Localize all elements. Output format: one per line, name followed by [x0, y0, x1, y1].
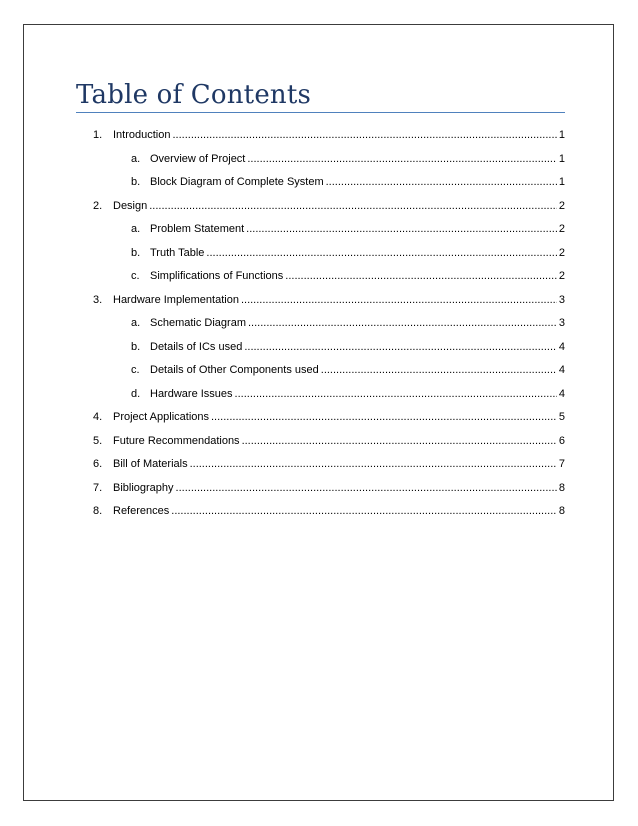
toc-entry-title: Bill of Materials [113, 458, 188, 470]
toc-entry-bill-of-materials[interactable] [93, 457, 565, 471]
toc-entry-page: 1 [558, 176, 565, 188]
toc-entry-page: 5 [558, 411, 565, 423]
toc-entry-number: 7. [93, 481, 103, 494]
toc-entry-project-applications[interactable] [93, 410, 565, 424]
toc-entry-title: Details of Other Components used [150, 364, 319, 376]
toc-entry-hardware-implementation[interactable] [93, 293, 565, 307]
toc-entry-number: 8. [93, 505, 103, 517]
toc-entry-number: 5. [93, 434, 103, 447]
toc-entry-title: Introduction [113, 129, 171, 141]
toc-entry-schematic-diagram[interactable] [131, 316, 565, 330]
toc-entry-title: Truth Table [150, 246, 205, 259]
toc-entry-number: d. [131, 387, 141, 400]
toc-dot-leader [248, 316, 557, 330]
toc-entry-number: 6. [93, 458, 103, 470]
toc-dot-leader [190, 457, 557, 471]
toc-entry-number: b. [131, 246, 141, 259]
toc-entry-title: Bibliography [113, 481, 174, 494]
page-title: Table of Contents [76, 80, 312, 110]
toc-dot-leader [241, 293, 557, 307]
toc-entry-page: 1 [558, 129, 565, 141]
toc-dot-leader [244, 340, 557, 354]
toc-entry-page: 4 [558, 364, 565, 376]
toc-dot-leader [235, 387, 557, 401]
toc-entry-page: 8 [558, 481, 565, 494]
toc-dot-leader [211, 410, 557, 424]
toc-dot-leader [321, 363, 557, 377]
toc-dot-leader [149, 199, 557, 213]
toc-entry-introduction[interactable] [93, 128, 565, 142]
toc-entry-number: 1. [93, 129, 103, 141]
toc-entry-page: 2 [558, 246, 565, 259]
toc-entry-number: c. [131, 364, 140, 376]
toc-entry-bibliography[interactable] [93, 481, 565, 495]
toc-entry-number: b. [131, 176, 141, 188]
toc-entry-title: Design [113, 199, 148, 212]
toc-dot-leader [172, 128, 556, 142]
toc-entry-page: 3 [558, 293, 565, 306]
toc-entry-page: 4 [558, 340, 565, 353]
toc-entry-truth-table[interactable] [131, 246, 565, 260]
toc-dot-leader [206, 246, 556, 260]
toc-entry-block-diagram[interactable] [131, 175, 565, 189]
toc-entry-number: a. [131, 317, 141, 329]
toc-entry-title: References [113, 505, 170, 517]
toc-entry-number: 2. [93, 199, 103, 212]
toc-entry-title: Project Applications [113, 411, 209, 423]
toc-dot-leader [247, 152, 557, 166]
title-underline [76, 112, 565, 113]
toc-dot-leader [285, 269, 557, 283]
toc-entry-details-of-ics[interactable] [131, 340, 565, 354]
toc-entry-overview-of-project[interactable] [131, 152, 565, 166]
toc-dot-leader [242, 434, 557, 448]
toc-entry-hardware-issues[interactable] [131, 387, 565, 401]
toc-entry-simplifications[interactable] [131, 269, 565, 283]
toc-entry-problem-statement[interactable] [131, 222, 565, 236]
toc-entry-number: a. [131, 223, 141, 235]
toc-entry-title: Future Recommendations [113, 434, 240, 447]
toc-dot-leader [171, 504, 557, 518]
toc-entry-references[interactable] [93, 504, 565, 518]
toc-entry-title: Overview of Project [150, 152, 246, 165]
toc-entry-title: Schematic Diagram [150, 317, 246, 329]
toc-entry-title: Hardware Issues [150, 387, 233, 400]
toc-dot-leader [246, 222, 557, 236]
toc-entry-title: Hardware Implementation [113, 293, 239, 306]
toc-dot-leader [176, 481, 557, 495]
toc-entry-number: a. [131, 152, 141, 165]
toc-entry-title: Details of ICs used [150, 340, 243, 353]
toc-entry-page: 2 [558, 199, 565, 212]
toc-entry-future-recommendations[interactable] [93, 434, 565, 448]
toc-entry-page: 7 [558, 458, 565, 470]
toc-entry-number: b. [131, 340, 141, 353]
toc-entry-page: 4 [558, 387, 565, 400]
toc-entry-number: c. [131, 270, 140, 282]
toc-entry-number: 4. [93, 411, 103, 423]
toc-entry-page: 6 [558, 434, 565, 447]
toc-entry-other-components[interactable] [131, 363, 565, 377]
toc-entry-page: 2 [558, 270, 565, 282]
toc-entry-page: 2 [558, 223, 565, 235]
toc-dot-leader [326, 175, 557, 189]
toc-entry-design[interactable] [93, 199, 565, 213]
toc-entry-title: Block Diagram of Complete System [150, 176, 324, 188]
toc-entry-title: Problem Statement [150, 223, 245, 235]
toc-entry-page: 8 [558, 505, 565, 517]
toc-entry-number: 3. [93, 293, 103, 306]
toc-entry-title: Simplifications of Functions [150, 270, 284, 282]
toc-entry-page: 1 [558, 152, 565, 165]
toc-entry-page: 3 [558, 317, 565, 329]
